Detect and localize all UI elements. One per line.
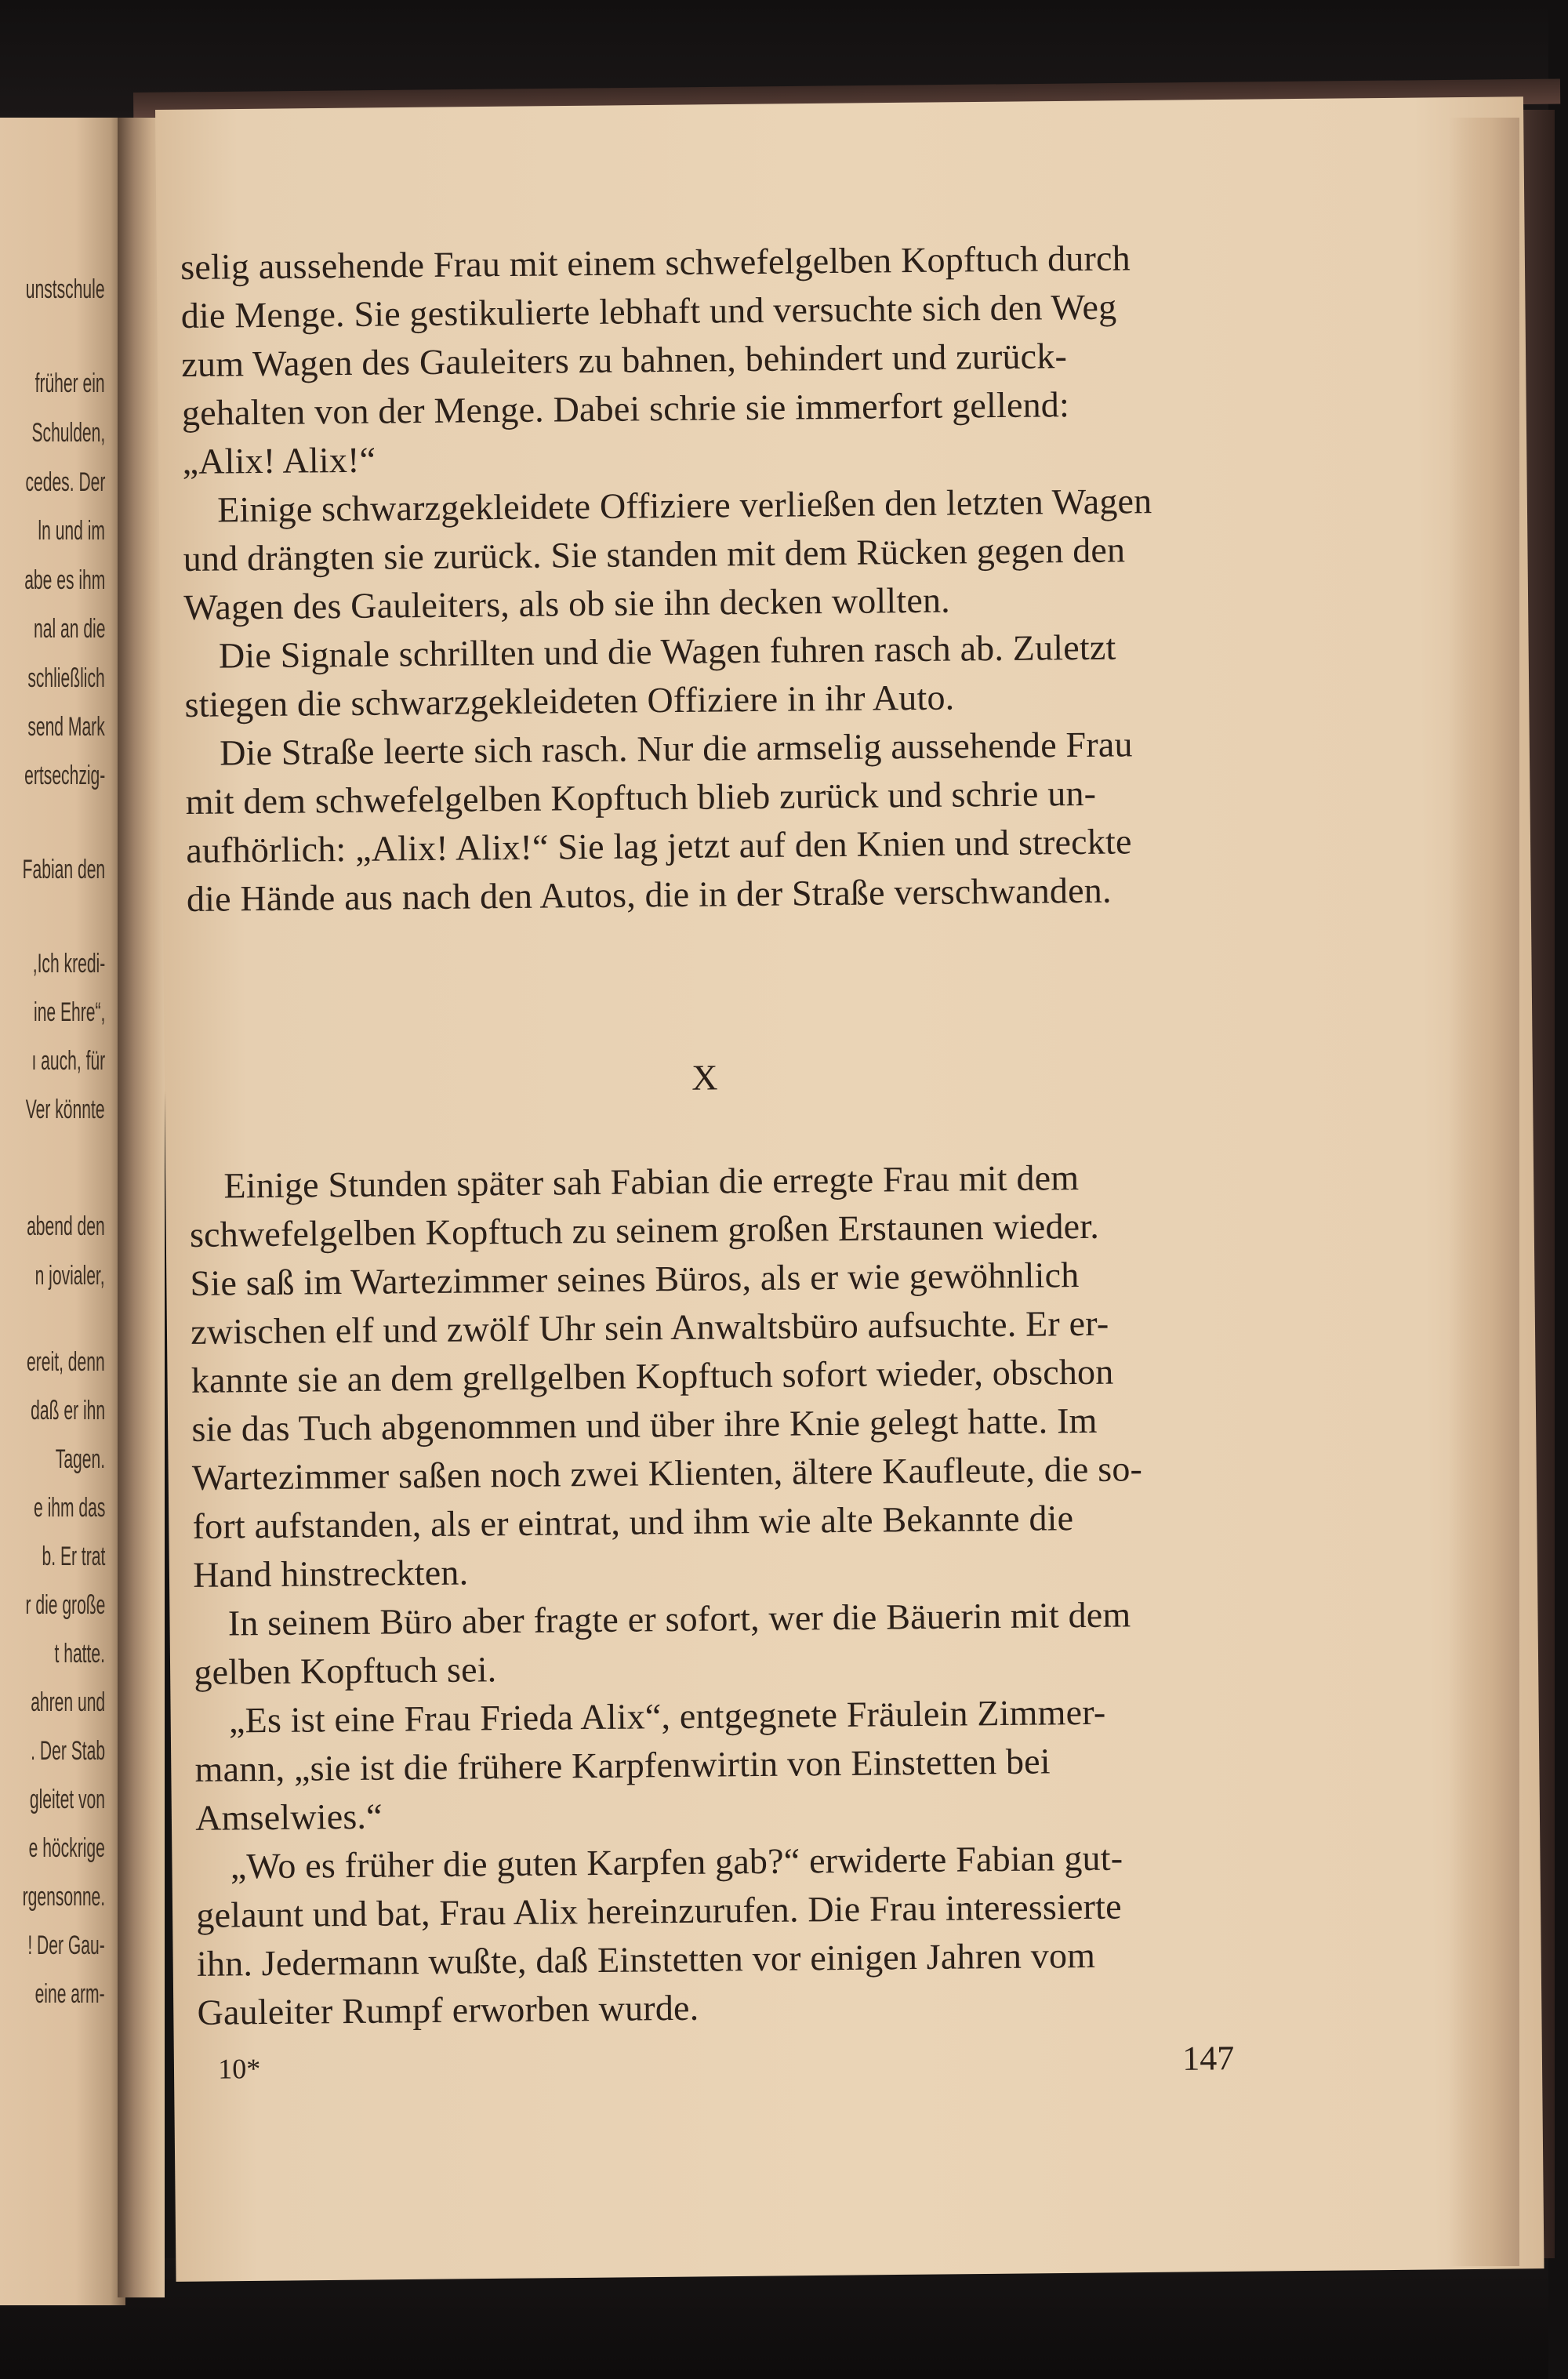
left-page-fragment: schließlich — [27, 663, 105, 693]
text-line: Gauleiter Rumpf erworben wurde. — [197, 1987, 699, 2032]
text-line: mann, „sie ist die frühere Karpfenwirtin von Einstetten bei — [194, 1741, 1051, 1789]
text-line: ihn. Jedermann wußte, daß Einstetten vor einigen Jahren vom — [196, 1934, 1096, 1984]
left-page-fragment: unstschule — [26, 274, 105, 304]
left-page-fragment: ! Der Gau- — [27, 1930, 105, 1960]
text-line: mit dem schwefelgelben Kopftuch blieb zurück und schrie un- — [185, 772, 1097, 822]
text-line: die Menge. Sie gestikulierte lebhaft und versuchte sich den Weg — [180, 286, 1117, 336]
text-line: Wagen des Gauleiters, als ob sie ihn decken wollten. — [183, 579, 951, 627]
text-line: fort aufstanden, als er eintrat, und ihm wie alte Bekannte die — [192, 1498, 1074, 1546]
left-page-fragment: r die große — [25, 1590, 105, 1620]
left-page-fragment: e höckrige — [28, 1833, 105, 1863]
signature-mark: 10* — [218, 2053, 261, 2085]
text-line: gehalten von der Menge. Dabei schrie sie immerfort gellend: — [181, 384, 1070, 433]
text-line: „Wo es früher die guten Karpfen gab?“ erwiderte Fabian gut- — [230, 1837, 1123, 1887]
text-line: Die Signale schrillten und die Wagen fuhren rasch ab. Zuletzt — [218, 627, 1116, 676]
text-line: selig aussehende Frau mit einem schwefelgelben Kopftuch durch — [180, 238, 1131, 287]
text-line: schwefelgelben Kopftuch zu seinem großen Erstaunen wieder. — [189, 1205, 1100, 1255]
left-page-fragment: ereit, denn — [27, 1347, 105, 1377]
left-page-fragment: e ihm das — [33, 1493, 105, 1523]
left-page-fragment: Schulden, — [31, 418, 105, 448]
text-line: Die Straße leerte sich rasch. Nur die armselig aussehende Frau — [219, 724, 1133, 773]
left-page-fragment: cedes. Der — [25, 467, 105, 497]
left-page-fragment: früher ein — [34, 369, 105, 398]
page-number: 147 — [1181, 2039, 1235, 2078]
left-page-fragment: Ver könnte — [26, 1095, 105, 1124]
text-line: die Hände aus nach den Autos, die in der Straße verschwanden. — [186, 870, 1112, 919]
text-line: Amselwies.“ — [194, 1796, 383, 1838]
text-line: sie das Tuch abgenommen und über ihre Knie gelegt hatte. Im — [191, 1400, 1098, 1449]
text-line: In seinem Büro aber fragte er sofort, wer die Bäuerin mit dem — [227, 1594, 1131, 1644]
left-page-fragment: Tagen. — [55, 1444, 105, 1474]
text-line: und drängten sie zurück. Sie standen mit dem Rücken gegen den — [183, 529, 1126, 579]
page-edge-shadow — [1449, 118, 1519, 2266]
left-page-fragment: b. Er trat — [42, 1542, 105, 1571]
left-page-fragment: ahren und — [31, 1687, 105, 1717]
chapter-heading: X — [691, 1057, 718, 1098]
left-page-fragment: ine Ehre“, — [33, 997, 105, 1027]
text-line: gelben Kopftuch sei. — [194, 1649, 497, 1692]
text-line: „Alix! Alix!“ — [182, 439, 376, 481]
left-page-fragment: ,Ich kredi- — [32, 949, 105, 979]
left-page-fragment: ln und im — [38, 516, 105, 546]
left-page-fragment: abe es ihm — [24, 565, 105, 595]
text-line: gelaunt und bat, Frau Alix hereinzurufen. Die Frau interessierte — [196, 1886, 1122, 1935]
left-page-fragment: ertsechzig- — [24, 761, 105, 790]
text-line: Wartezimmer saßen noch zwei Klienten, ältere Kaufleute, die so- — [191, 1448, 1143, 1498]
left-page-fragment: n jovialer, — [34, 1261, 105, 1291]
left-page-fragment: eine arm- — [34, 1979, 105, 2009]
left-page-fragment: gleitet von — [29, 1785, 105, 1814]
left-page-fragment: nal an die — [33, 614, 105, 644]
text-line: Sie saß im Wartezimmer seines Büros, als er wie gewöhnlich — [190, 1255, 1080, 1303]
left-page-fragment: send Mark — [27, 712, 105, 742]
left-page-fragment: . Der Stab — [31, 1736, 105, 1766]
text-line: zwischen elf und zwölf Uhr sein Anwaltsbüro aufsuchte. Er er- — [191, 1302, 1109, 1352]
text-line: Einige Stunden später sah Fabian die erregte Frau mit dem — [223, 1157, 1080, 1206]
left-page-fragment: daß er ihn — [31, 1396, 105, 1426]
text-line: Hand hinstreckten. — [192, 1552, 469, 1595]
left-page-fragment: t hatte. — [54, 1639, 105, 1669]
text-line: Einige schwarzgekleidete Offiziere verließen den letzten Wagen — [216, 481, 1152, 530]
left-page-fragment: Fabian den — [22, 855, 105, 884]
left-page-fragment: ı auch, für — [31, 1046, 105, 1076]
left-facing-page — [0, 118, 125, 2305]
book-gutter — [118, 118, 165, 2297]
text-line: „Es ist eine Frau Frieda Alix“, entgegnete Fräulein Zimmer- — [228, 1691, 1106, 1741]
left-page-fragment: rgensonne. — [22, 1882, 105, 1912]
text-line: stiegen die schwarzgekleideten Offiziere in ihr Auto. — [184, 677, 955, 725]
text-line: zum Wagen des Gauleiters zu bahnen, behindert und zurück- — [181, 336, 1068, 384]
text-line: aufhörlich: „Alix! Alix!“ Sie lag jetzt auf den Knien und streckte — [186, 821, 1132, 870]
left-page-fragment: abend den — [27, 1211, 105, 1241]
text-line: kannte sie an dem grellgelben Kopftuch sofort wieder, obschon — [191, 1351, 1114, 1400]
